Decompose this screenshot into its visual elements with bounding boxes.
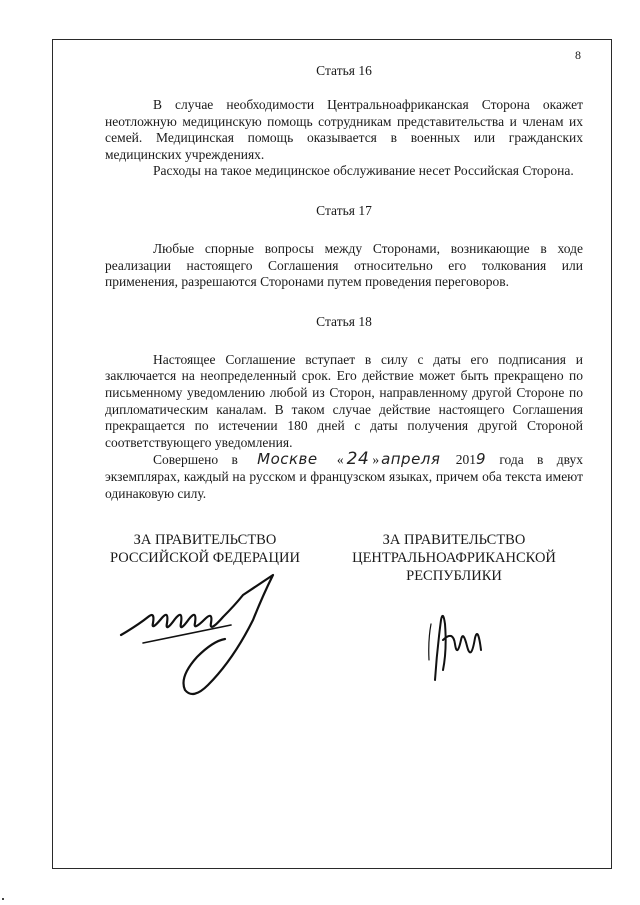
article-16-heading: Статья 16 [316,63,372,78]
signatory-russia-line-1: ЗА ПРАВИТЕЛЬСТВО [133,532,277,548]
handwritten-city: Москве [257,450,318,469]
signatory-russia-line-2: РОССИЙСКОЙ ФЕДЕРАЦИИ [110,550,300,566]
article-18-paragraph-1: Настоящее Соглашение вступает в силу с даты его подписания и заключается на неопределенный срок. Его действие может быть прекращено по письменному уведомлению любой из Сторон, направленному другой Стороне по дипломатическим каналам. В таком случае действие настоящего Соглашения прекращается по истечении 180 дней с даты получения другой Стороной соответствующего уведомления. [105,351,583,450]
year-printed: 201 [455,452,476,468]
signature-russia [113,565,313,705]
document-body [105,62,583,502]
quote-close: » [372,452,380,468]
article-17-paragraph-1: Любые спорные вопросы между Сторонами, возникающие в ходе реализации настоящего Соглашения относительно его толкования или применения, разрешаются Сторонами путем проведения переговоров. [105,240,583,290]
quote-open: « [336,452,344,468]
signatory-car-line-1: ЗА ПРАВИТЕЛЬСТВО [382,532,526,548]
closing-prefix: Совершено в [153,452,238,468]
handwritten-day: 24 [346,449,370,470]
closing-suffix: года в двух экземплярах, каждый на русском и французском языках, причем оба текста имеют одинаковую силу. [105,452,583,501]
page-number: 8 [575,48,581,62]
signatory-car [339,531,569,585]
article-16-paragraph-1: В случае необходимости Центральноафриканская Сторона окажет неотложную медицинскую помощь сотрудникам представительства и членам их семей. Медицинская помощь оказывается в военных или гражданских медицинских учреждениях. [105,97,583,162]
closing-paragraph [105,451,583,502]
article-16-paragraph-2: Расходы на такое медицинское обслуживание несет Российская Сторона. [153,163,574,179]
signature-car [423,600,493,690]
article-18-heading: Статья 18 [316,313,372,329]
scan-speck [2,898,4,900]
signatory-car-line-3: РЕСПУБЛИКИ [406,568,502,584]
article-17-heading: Статья 17 [316,202,372,218]
handwritten-year-digit: 9 [475,450,487,469]
signatory-car-line-2: ЦЕНТРАЛЬНОАФРИКАНСКОЙ [352,550,556,566]
page-frame [52,39,612,869]
handwritten-month: апреля [381,450,441,469]
signatory-russia [95,531,315,567]
